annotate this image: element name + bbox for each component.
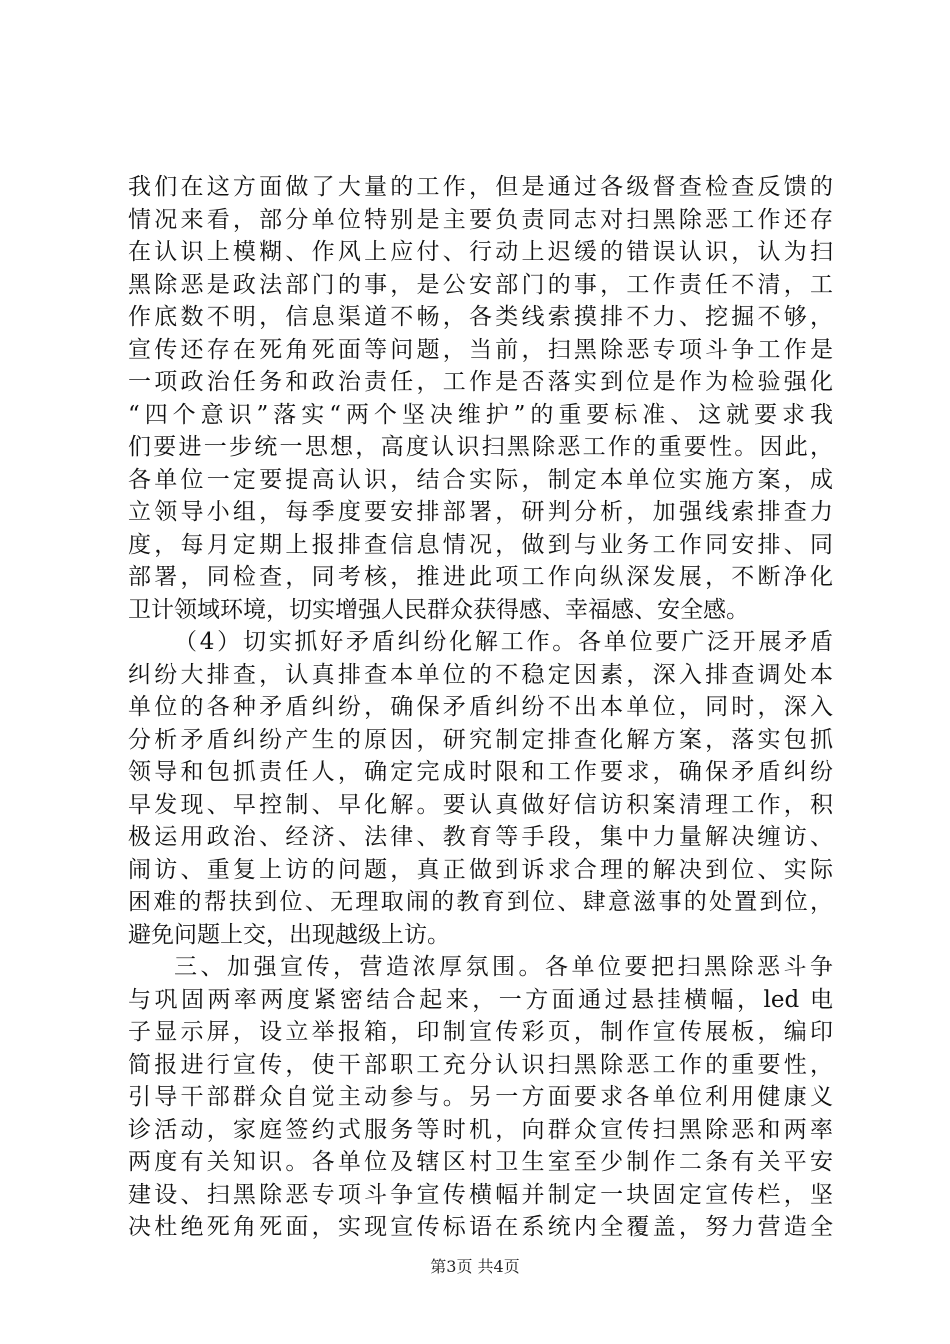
text-line: 简报进行宣传，使干部职工充分认识扫黑除恶工作的重要性，	[128, 1051, 833, 1078]
text-line: 避免问题上交，出现越级上访。	[128, 921, 450, 948]
text-line: 早发现、早控制、早化解。要认真做好信访积案清理工作，积	[128, 791, 833, 818]
text-line: 三、加强宣传，营造浓厚氛围。各单位要把扫黑除恶斗争	[174, 954, 833, 980]
document-body	[128, 171, 833, 1244]
text-line: 诊活动，家庭签约式服务等时机，向群众宣传扫黑除恶和两率	[128, 1116, 833, 1143]
text-line: 极运用政治、经济、法律、教育等手段，集中力量解决缠访、	[128, 824, 833, 850]
text-line: 建设、扫黑除恶专项斗争宣传横幅并制定一块固定宣传栏，坚	[128, 1181, 833, 1208]
text-line: 与巩固两率两度紧密结合起来，一方面通过悬挂横幅，led 电	[128, 986, 833, 1013]
text-line: 黑除恶是政法部门的事，是公安部门的事，工作责任不清，工	[128, 271, 833, 298]
text-line: 度，每月定期上报排查信息情况，做到与业务工作同安排、同	[128, 531, 833, 558]
text-line: 单位的各种矛盾纠纷，确保矛盾纠纷不出本单位，同时，深入	[128, 694, 833, 720]
text-line: 作底数不明，信息渠道不畅，各类线索摸排不力、挖掘不够，	[128, 304, 833, 330]
text-line: 立领导小组，每季度要安排部署，研判分析，加强线索排查力	[128, 499, 833, 525]
text-line: 卫计领域环境，切实增强人民群众获得感、幸福感、安全感。	[128, 596, 749, 623]
text-line: “四个意识”落实“两个坚决维护”的重要标准、这就要求我	[128, 401, 833, 428]
text-line: 闹访、重复上访的问题，真正做到诉求合理的解决到位、实际	[128, 856, 833, 883]
text-line: 在认识上模糊、作风上应付、行动上迟缓的错误认识，认为扫	[128, 239, 833, 265]
text-line: 一项政治任务和政治责任，工作是否落实到位是作为检验强化	[128, 369, 833, 395]
text-line: 宣传还存在死角死面等问题，当前，扫黑除恶专项斗争工作是	[128, 336, 833, 363]
text-line: 我们在这方面做了大量的工作，但是通过各级督查检查反馈的	[128, 174, 833, 200]
text-line: 困难的帮扶到位、无理取闹的教育到位、肆意滋事的处置到位，	[128, 889, 833, 915]
text-line: 部署，同检查，同考核，推进此项工作向纵深发展，不断净化	[128, 564, 833, 590]
text-line: 子显示屏，设立举报箱，印制宣传彩页，制作宣传展板，编印	[128, 1019, 833, 1045]
text-line: （4）切实抓好矛盾纠纷化解工作。各单位要广泛开展矛盾	[174, 629, 833, 655]
text-line: 各单位一定要提高认识，结合实际，制定本单位实施方案，成	[128, 466, 833, 493]
text-line: 分析矛盾纠纷产生的原因，研究制定排查化解方案，落实包抓	[128, 726, 833, 753]
text-line: 情况来看，部分单位特别是主要负责同志对扫黑除恶工作还存	[128, 206, 833, 233]
text-line: 纠纷大排查，认真排查本单位的不稳定因素，深入排查调处本	[128, 661, 833, 688]
page-footer: 第3页 共4页	[430, 1257, 520, 1276]
text-line: 们要进一步统一思想，高度认识扫黑除恶工作的重要性。因此，	[128, 434, 833, 460]
text-line: 领导和包抓责任人，确定完成时限和工作要求，确保矛盾纠纷	[128, 759, 833, 785]
text-line: 决杜绝死角死面，实现宣传标语在系统内全覆盖，努力营造全	[128, 1214, 833, 1240]
text-line: 引导干部群众自觉主动参与。另一方面要求各单位利用健康义	[128, 1084, 833, 1110]
text-line: 两度有关知识。各单位及辖区村卫生室至少制作二条有关平安	[128, 1149, 833, 1175]
